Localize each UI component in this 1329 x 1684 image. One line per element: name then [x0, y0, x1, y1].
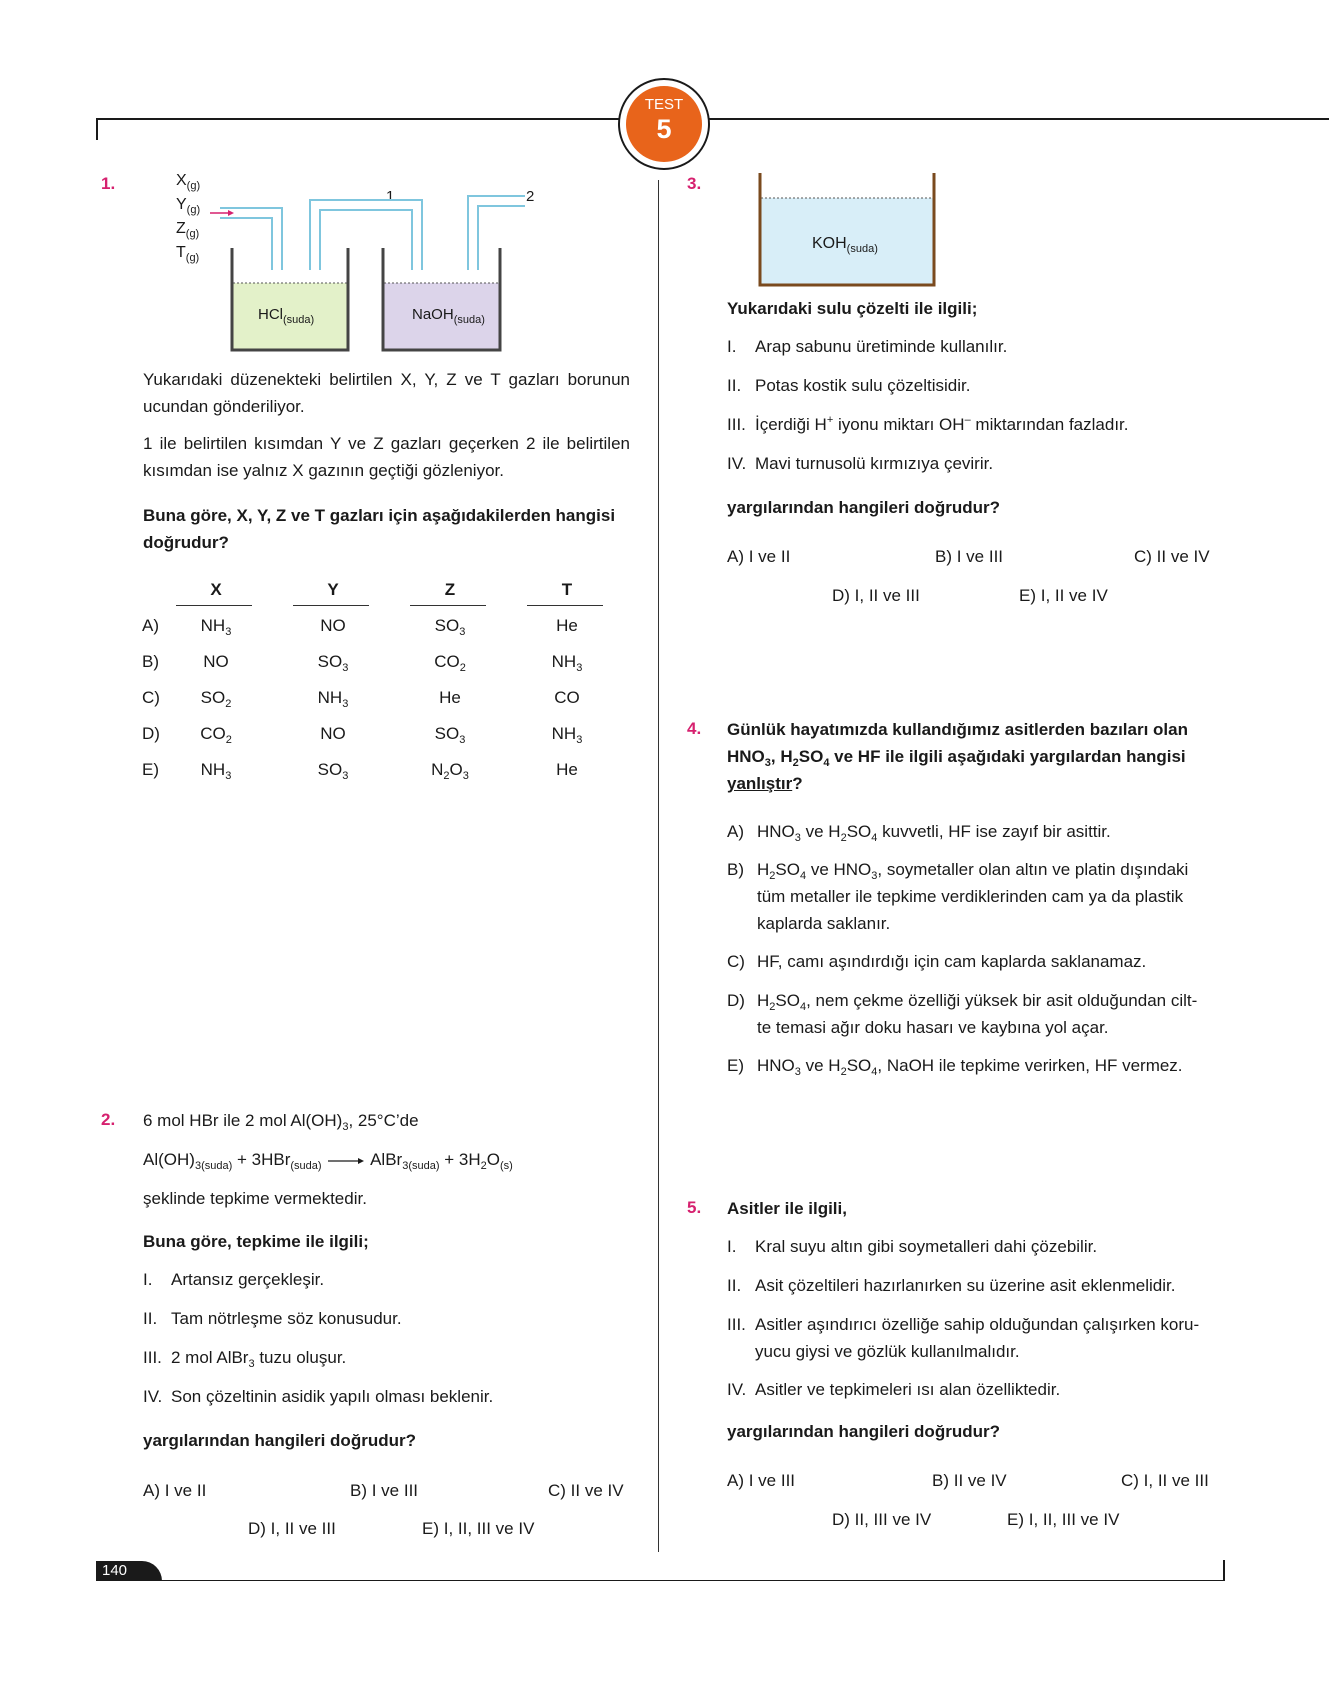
q5-question: Asitler ile ilgili, — [727, 1199, 847, 1218]
q2-answer-d[interactable]: D) I, II ve III — [248, 1519, 336, 1538]
q2-after: şeklinde tepkime vermektedir. — [143, 1189, 367, 1208]
q2-answer-a[interactable]: A) I ve II — [143, 1481, 207, 1500]
q2-item-1: I. Artansız gerçekleşir. — [143, 1270, 325, 1289]
q3-item-2: II. Potas kostik sulu çözeltisidir. — [727, 376, 971, 395]
beaker-drawing — [758, 173, 936, 287]
cell: NO — [320, 616, 346, 635]
q2-item-4: IV. Son çözeltinin asidik yapılı olması beklenir. — [143, 1387, 494, 1406]
q1-apparatus — [170, 170, 570, 360]
cell: $SO_3$ — [434, 616, 466, 638]
q3-answer-e[interactable]: E) I, II ve IV — [1019, 586, 1108, 605]
cell: $SO_3$ — [317, 760, 349, 782]
q5-item-2: II. Asit çözeltileri hazırlanırken su üzerine asit eklenmelidir. — [727, 1276, 1176, 1295]
q4-option-a[interactable]: A) $HNO_3$ ve $H_2SO_4$ kuvvetli, HF ise zayıf bir asittir. — [727, 822, 1111, 844]
question-4-number: 4. — [687, 719, 702, 738]
q5-item-4: IV. Asitler ve tepkimeleri ısı alan özelliktedir. — [727, 1380, 1061, 1399]
column-divider — [658, 180, 659, 1552]
question-2-number: 2. — [101, 1110, 116, 1129]
beaker-hcl-label: HCl$_{(suda)}$ — [258, 306, 315, 326]
cell: $NH_3$ — [200, 760, 232, 782]
cell: $SO_2$ — [200, 688, 232, 710]
q2-equation: $Al(OH)_{3(suda)} + 3HBr_{(suda)}$ AlBr$_{3(suda)}$ + $3H_2O_{(s)}$ — [143, 1150, 513, 1172]
q5-ask: yargılarından hangileri doğrudur? — [727, 1422, 1000, 1441]
q1-paragraph-1: Yukarıdaki düzenekteki belirtilen X, Y, Z ve T gazları borunun ucundan gönderiliyor. — [143, 370, 630, 416]
header-underline-t — [527, 605, 603, 606]
beaker-koh-label: $KOH_{(suda)}$ — [812, 235, 878, 255]
cell: $CO_2$ — [434, 652, 466, 674]
table-header-t: T — [561, 580, 573, 599]
table-header-z: Z — [444, 580, 456, 599]
option-label: D) — [142, 724, 160, 743]
q5-item-3: III. Asitler aşındırıcı özelliğe sahip olduğundan çalışırken koru- yucu giysi ve gözlük kullanılmalıdır. — [727, 1315, 1200, 1361]
cell: He — [556, 616, 578, 635]
section-label-2: 2 — [526, 188, 535, 205]
test-number: 5 — [656, 114, 672, 144]
q3-answer-b[interactable]: B) I ve III — [935, 547, 1004, 566]
q2-answer-b[interactable]: B) I ve III — [350, 1481, 419, 1500]
q5-answer-e[interactable]: E) I, II, III ve IV — [1007, 1510, 1120, 1529]
q2-question: Buna göre, tepkime ile ilgili; — [143, 1232, 369, 1251]
q1-paragraph-2: 1 ile belirtilen kısımdan Y ve Z gazları geçerken 2 ile belirtilen kısımdan ise yalnız X gazının geçtiği gözleniyor. — [143, 434, 630, 480]
gas-label-z: $Z_{(g)}$ — [176, 220, 200, 240]
header-underline-z — [410, 605, 486, 606]
table-header-x: X — [210, 580, 222, 599]
cell: $NH_3$ — [551, 724, 583, 746]
question-1-number: 1. — [101, 174, 116, 193]
option-label: A) — [142, 616, 159, 635]
header-rule-right — [700, 118, 1329, 120]
q3-answer-c[interactable]: C) II ve IV — [1134, 547, 1210, 566]
test-badge — [618, 78, 710, 170]
gas-label-x: $X_{(g)}$ — [176, 172, 201, 192]
cell: $NH_3$ — [200, 616, 232, 638]
page-number: 140 — [102, 1562, 128, 1579]
reaction-arrow-icon — [328, 1156, 364, 1166]
q3-item-4: IV. Mavi turnusolü kırmızıya çevirir. — [727, 454, 994, 473]
cell: $CO_2$ — [200, 724, 232, 746]
beaker-naoh-label: NaOH$_{(suda)}$ — [412, 306, 485, 326]
header-underline-y — [293, 605, 369, 606]
cell: NO — [203, 652, 229, 671]
footer-rule-tick — [1223, 1560, 1225, 1581]
question-5-number: 5. — [687, 1198, 702, 1217]
q1-answer-table — [140, 578, 640, 798]
q2-answer-e[interactable]: E) I, II, III ve IV — [422, 1519, 535, 1538]
q2-item-3: III. 2 mol AlBr$_3$ tuzu oluşur. — [143, 1348, 347, 1370]
cell: $NH_3$ — [551, 652, 583, 674]
pipe-and-beaker-drawing — [170, 170, 570, 360]
q4-option-c[interactable]: C) HF, camı aşındırdığı için cam kaplarda saklanamaz. — [727, 952, 1147, 971]
header-rule-left — [96, 118, 626, 120]
q4-option-e[interactable]: E) $HNO_3$ ve $H_2SO_4$, NaOH ile tepkime verirken, HF vermez. — [727, 1056, 1183, 1078]
q3-item-1: I. Arap sabunu üretiminde kullanılır. — [727, 337, 1008, 356]
q5-answer-d[interactable]: D) II, III ve IV — [832, 1510, 932, 1529]
footer-rule — [96, 1580, 1224, 1581]
gas-label-y: $Y_{(g)}$ — [176, 196, 201, 216]
q2-ask: yargılarından hangileri doğrudur? — [143, 1431, 416, 1450]
cell: He — [439, 688, 461, 707]
q5-answer-a[interactable]: A) I ve III — [727, 1471, 796, 1490]
option-label: E) — [142, 760, 159, 779]
header-underline-x — [176, 605, 252, 606]
option-label: B) — [142, 652, 159, 671]
q2-answer-c[interactable]: C) II ve IV — [548, 1481, 624, 1500]
q3-answer-d[interactable]: D) I, II ve III — [832, 586, 920, 605]
q4-question: Günlük hayatımızda kullandığımız asitlerden bazıları olan $HNO_3$, $H_2SO_4$ ve HF ile ilgili aşağıdaki yargılardan hangisi yanlıştır? — [727, 720, 1188, 793]
q2-item-2: II. Tam nötrleşme söz konusudur. — [143, 1309, 402, 1328]
q5-answer-b[interactable]: B) II ve IV — [932, 1471, 1007, 1490]
q3-question: Yukarıdaki sulu çözelti ile ilgili; — [727, 299, 978, 318]
cell: $NH_3$ — [317, 688, 349, 710]
cell: He — [556, 760, 578, 779]
q4-option-d[interactable]: D) $H_2SO_4$, nem çekme özelliği yüksek bir asit olduğundan cilt- te temasi ağır doku hasarı ve kaybına yol açar. — [727, 991, 1198, 1037]
q4-option-b[interactable]: B) $H_2SO_4$ ve $HNO_3$, soymetaller olan altın ve platin dışındaki tüm metaller ile tepkime verdiklerinden cam ya da plastik kaplarda saklanır. — [727, 860, 1189, 933]
table-header-y: Y — [327, 580, 339, 599]
koh-beaker — [758, 173, 936, 287]
cell: $SO_3$ — [434, 724, 466, 746]
gas-label-t: $T_{(g)}$ — [176, 244, 200, 264]
cell: NO — [320, 724, 346, 743]
option-label: C) — [142, 688, 160, 707]
page-number-tab — [96, 1561, 162, 1581]
q5-item-1: I. Kral suyu altın gibi soymetalleri dahi çözebilir. — [727, 1237, 1098, 1256]
q3-item-3: III. İçerdiği H+ iyonu miktarı OH– miktarından fazladır. — [727, 414, 1129, 434]
question-3-number: 3. — [687, 174, 702, 193]
q2-intro: 6 mol HBr ile 2 mol $Al(OH)_3$, 25°C’de — [143, 1111, 419, 1133]
header-rule-left-tick — [96, 118, 98, 140]
test-label: TEST — [644, 96, 684, 113]
q5-answer-c[interactable]: C) I, II ve III — [1121, 1471, 1209, 1490]
cell: $SO_3$ — [317, 652, 349, 674]
q3-ask: yargılarından hangileri doğrudur? — [727, 498, 1000, 517]
cell-n2o3: $N_2O_3$ — [431, 760, 469, 782]
q1-question: Buna göre, X, Y, Z ve T gazları için aşağıdakilerden hangisi doğrudur? — [143, 506, 616, 552]
cell: CO — [554, 688, 580, 707]
q3-answer-a[interactable]: A) I ve II — [727, 547, 791, 566]
section-label-1: 1 — [386, 188, 395, 205]
